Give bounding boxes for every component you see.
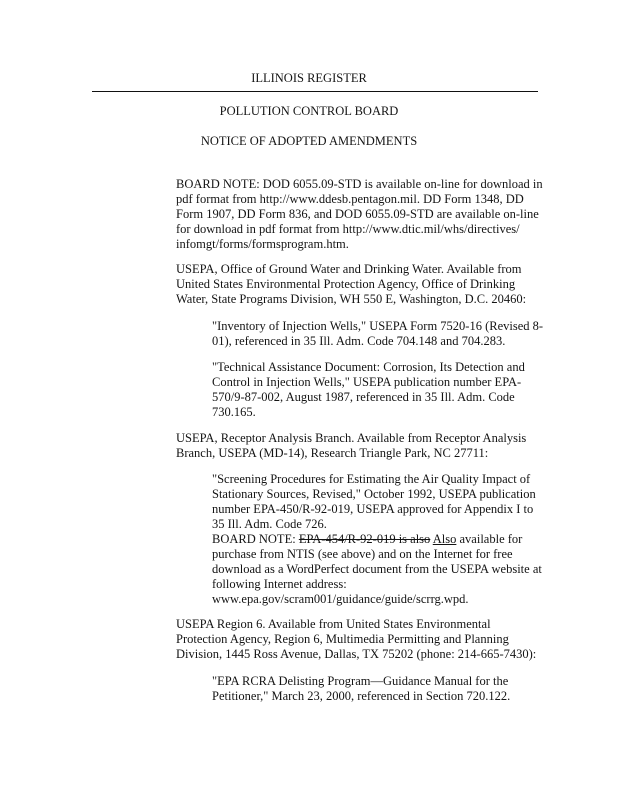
register-title: ILLINOIS REGISTER xyxy=(251,71,367,85)
text-line: USEPA Region 6. Available from United States Environmental xyxy=(176,617,491,631)
text-line: number EPA-450/R-92-019, USEPA approved for Appendix I to xyxy=(212,502,534,516)
text-line: infomgt/forms/formsprogram.htm. xyxy=(176,237,349,251)
text-line: pdf format from http://www.ddesb.pentagon.mil. DD Form 1348, DD xyxy=(176,192,524,206)
text-line: USEPA, Office of Ground Water and Drinking Water. Available from xyxy=(176,262,522,276)
note-rest: available for xyxy=(456,532,523,546)
text-line: download as a WordPerfect document from the USEPA website at xyxy=(212,562,542,576)
text-line: following Internet address: xyxy=(212,577,347,591)
text-line: Branch, USEPA (MD-14), Research Triangle Park, NC 27711: xyxy=(176,446,489,460)
text-line: Petitioner," March 23, 2000, referenced in Section 720.122. xyxy=(212,689,511,703)
text-line: 730.165. xyxy=(212,405,256,419)
text-line: 570/9-87-002, August 1987, referenced in 35 Ill. Adm. Code xyxy=(212,390,515,404)
technical-assistance-document xyxy=(212,360,525,420)
inventory-injection-wells xyxy=(212,319,543,349)
text-line: Division, 1445 Ross Avenue, Dallas, TX 75202 (phone: 214-665-7430): xyxy=(176,647,537,661)
text-line: for download in pdf format from http://www.dtic.mil/whs/directives/ xyxy=(176,222,520,236)
board-note-dod xyxy=(176,177,543,252)
board-title: POLLUTION CONTROL BOARD xyxy=(219,104,399,118)
inserted-text: Also xyxy=(432,532,457,546)
text-line: purchase from NTIS (see above) and on the Internet for free xyxy=(212,547,513,561)
text-line: www.epa.gov/scram001/guidance/guide/scrrg.wpd. xyxy=(212,592,469,606)
text-line: Stationary Sources, Revised," October 1992, USEPA publication xyxy=(212,487,536,501)
text-line: Protection Agency, Region 6, Multimedia Permitting and Planning xyxy=(176,632,509,646)
usepa-receptor-analysis xyxy=(176,431,526,461)
rcra-delisting-program xyxy=(212,674,510,704)
text-line: BOARD NOTE: DOD 6055.09-STD is available on-line for download in xyxy=(176,177,543,191)
text-line: "EPA RCRA Delisting Program—Guidance Manual for the xyxy=(212,674,509,688)
text-line: Control in Injection Wells," USEPA publication number EPA- xyxy=(212,375,522,389)
usepa-region-6 xyxy=(176,617,536,662)
text-line: 35 Ill. Adm. Code 726. xyxy=(212,517,327,531)
notice-title: NOTICE OF ADOPTED AMENDMENTS xyxy=(200,134,418,148)
text-line: Water, State Programs Division, WH 550 E, Washington, D.C. 20460: xyxy=(176,292,527,306)
screening-procedures xyxy=(212,472,542,607)
text-line: USEPA, Receptor Analysis Branch. Available from Receptor Analysis xyxy=(176,431,527,445)
text-line: "Technical Assistance Document: Corrosion, Its Detection and xyxy=(212,360,525,374)
struck-text: EPA-454/R-92-019 is also xyxy=(298,532,431,546)
header-rule xyxy=(92,91,538,92)
text-line: 01), referenced in 35 Ill. Adm. Code 704.148 and 704.283. xyxy=(212,334,506,348)
text-line: "Screening Procedures for Estimating the Air Quality Impact of xyxy=(212,472,531,486)
text-line: Form 1907, DD Form 836, and DOD 6055.09-STD are available on-line xyxy=(176,207,539,221)
text-line: "Inventory of Injection Wells," USEPA Form 7520-16 (Revised 8- xyxy=(212,319,544,333)
note-prefix: BOARD NOTE: xyxy=(212,532,299,546)
board-note-amended-line xyxy=(212,532,542,547)
usepa-ground-water xyxy=(176,262,526,307)
text-line: United States Environmental Protection Agency, Office of Drinking xyxy=(176,277,516,291)
